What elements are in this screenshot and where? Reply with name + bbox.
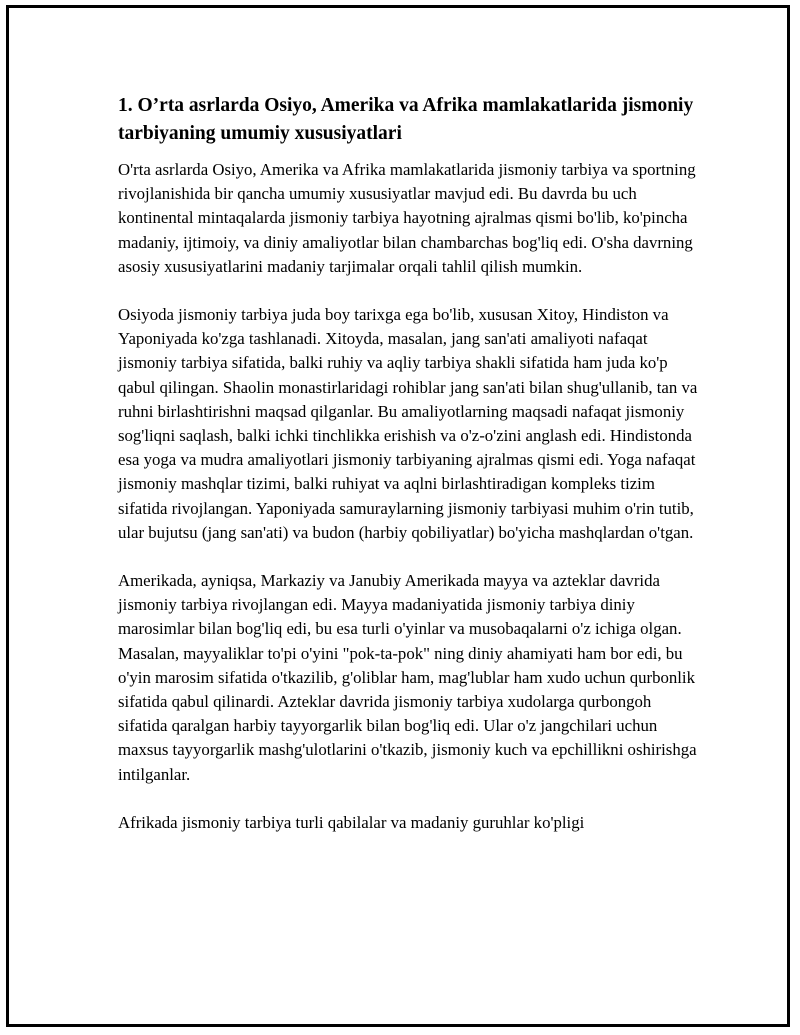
paragraph-asia: Osiyoda jismoniy tarbiya juda boy tarixga ega bo'lib, xususan Xitoy, Hindiston va Yaponiyada ko'zga tashlanadi. Xitoyda, masalan, jang san'ati amaliyoti nafaqat jismoniy tarbiya sifatida, balki ruhiy va aqliy tarbiya shakli sifatida ham juda ko'p qabul qilingan. Shaolin monastirlaridagi rohiblar jang san'ati bilan shug'ullanib, tan va ruhni birlashtirishni maqsad qilganlar. Bu amaliyotlarning maqsadi nafaqat jismoniy sog'liqni saqlash, balki ichki tinchlikka erishish va o'z-o'zini anglash edi. Hindistonda esa yoga va mudra amaliyotlari jismoniy tarbiyaning ajralmas qismi edi. Yoga nafaqat jismoniy mashqlar tizimi, balki ruhiyat va aqlni birlashtiradigan kompleks tizim sifatida rivojlangan. Yaponiyada samuraylarning jismoniy tarbiyasi muhim o'rin tutib, ular bujutsu (jang san'ati) va budon (harbiy qobiliyatlar) bo'yicha mashqlardan o'tgan. (118, 305, 698, 542)
paragraph-intro: O'rta asrlarda Osiyo, Amerika va Afrika mamlakatlarida jismoniy tarbiya va sportning rivojlanishida bir qancha umumiy xususiyatlar mavjud edi. Bu davrda bu uch kontinental mintaqalarda jismoniy tarbiya hayotning ajralmas qismi bo'lib, ko'pincha madaniy, ijtimoiy, va diniy amaliyotlar bilan chambarchas bog'liq edi. O'sha davrning asosiy xususiyatlarini madaniy tarjimalar orqali tahlil qilish mumkin. (118, 160, 696, 276)
document-body (118, 92, 698, 859)
section-heading: 1. O’rta asrlarda Osiyo, Amerika va Afrika mamlakatlarida jismoniy tarbiyaning umumiy xususiyatlari (118, 95, 694, 144)
paragraph-america: Amerikada, ayniqsa, Markaziy va Janubiy Amerikada mayya va azteklar davrida jismoniy tarbiya rivojlangan edi. Mayya madaniyatida jismoniy tarbiya diniy marosimlar bilan bog'liq edi, bu esa turli o'yinlar va musobaqalarni o'z ichiga olgan. Masalan, mayyaliklar to'pi o'yini "pok-ta-pok" ning diniy ahamiyati ham bor edi, bu o'yin marosim sifatida o'tkazilib, g'oliblar ham, mag'lublar ham xudo uchun qurbonlik sifatida qabul qilinardi. Azteklar davrida jismoniy tarbiya xudolarga qurbongoh sifatida qaralgan harbiy tayyorgarlik bilan bog'liq edi. Ular o'z jangchilari uchun maxsus tayyorgarlik mashg'ulotlarini o'tkazib, jismoniy kuch va epchillikni oshirishga intilganlar. (118, 571, 697, 784)
paragraph-africa: Afrikada jismoniy tarbiya turli qabilalar va madaniy guruhlar ko'pligi (118, 812, 585, 832)
